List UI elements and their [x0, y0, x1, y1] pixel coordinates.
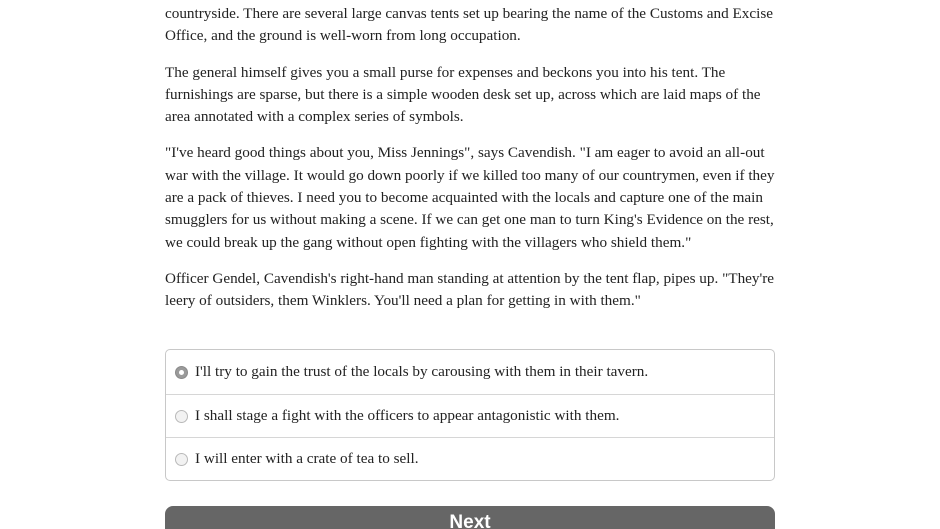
story-text: [165, 3, 777, 327]
story-paragraph-1: countryside. There are several large canvas tents set up bearing the name of the Customs and Excise Office, and the ground is well-worn from long occupation.: [165, 5, 773, 45]
radio-unselected-icon[interactable]: [175, 410, 188, 423]
radio-unselected-icon[interactable]: [175, 453, 188, 466]
story-paragraph-2: The general himself gives you a small purse for expenses and beckons you into his tent. The furnishings are sparse, but there is a simple wooden desk set up, across which are laid maps of the area annotated with a complex series of symbols.: [165, 63, 761, 126]
choice-label: I will enter with a crate of tea to sell.: [195, 450, 419, 467]
choice-label: I shall stage a fight with the officers to appear antagonistic with them.: [195, 407, 620, 424]
choice-label: I'll try to gain the trust of the locals by carousing with them in their tavern.: [195, 363, 649, 380]
story-paragraph-4: Officer Gendel, Cavendish's right-hand man standing at attention by the tent flap, pipes up. "They're leery of outsiders, them Winklers. You'll need a plan for getting in with them.": [165, 269, 775, 310]
story-paragraph-3: "I've heard good things about you, Miss Jennings", says Cavendish. "I am eager to avoid an all-out war with the village. It would go down poorly if we killed too many of our countrymen, even if they are a pack of thieves. I need you to become acquainted with the locals and capture one of the main smugglers for us without making a scene. If we can get one man to turn King's Evidence on the rest, we could break up the gang without open fighting with the villagers who shield them.": [165, 144, 775, 251]
choice-option-tea[interactable]: [166, 437, 774, 480]
choice-list: [165, 349, 775, 481]
choice-option-fight[interactable]: [166, 394, 774, 437]
next-button[interactable]: Next: [165, 506, 775, 529]
radio-selected-icon[interactable]: [175, 366, 188, 379]
choice-option-tavern[interactable]: [166, 350, 774, 394]
